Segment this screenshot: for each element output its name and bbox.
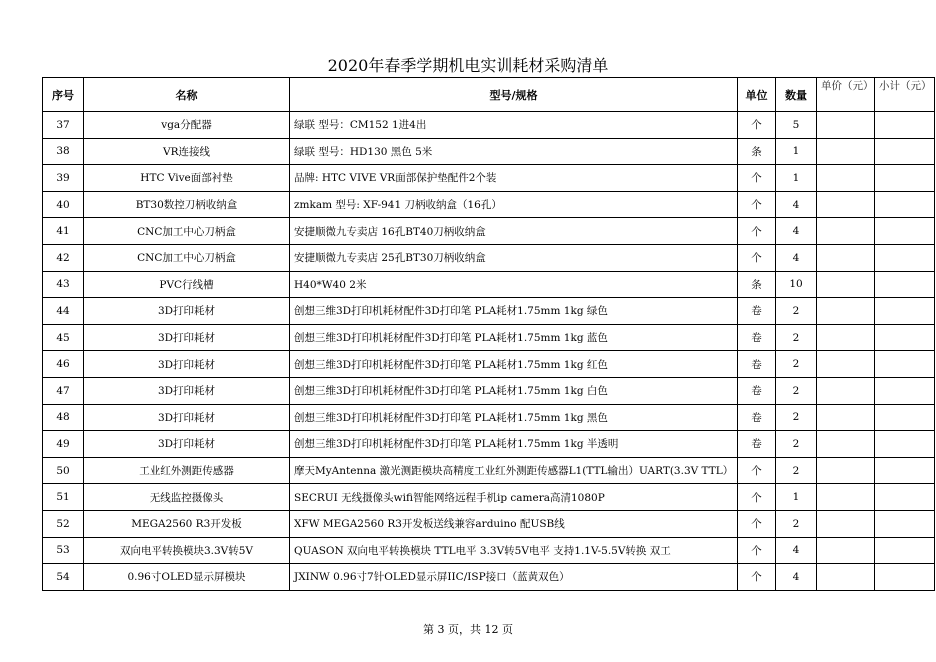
- cell-name[interactable]: VR连接线: [84, 138, 290, 165]
- cell-no[interactable]: 44: [43, 298, 84, 325]
- cell-name[interactable]: 双向电平转换模块3.3V转5V: [84, 537, 290, 564]
- cell-unit[interactable]: 卷: [738, 298, 776, 325]
- cell-unit[interactable]: 个: [738, 564, 776, 591]
- cell-unit[interactable]: 个: [738, 484, 776, 511]
- cell-spec[interactable]: QUASON 双向电平转换模块 TTL电平 3.3V转5V电平 支持1.1V-5.5V转换 双工: [290, 537, 738, 564]
- cell-unit[interactable]: 条: [738, 138, 776, 165]
- cell-no[interactable]: 54: [43, 564, 84, 591]
- cell-qty[interactable]: 2: [776, 351, 817, 378]
- cell-unit[interactable]: 卷: [738, 377, 776, 404]
- cell-unit[interactable]: 个: [738, 510, 776, 537]
- cell-price[interactable]: [817, 244, 875, 271]
- cell-price[interactable]: [817, 298, 875, 325]
- table-row: [43, 271, 935, 298]
- cell-no[interactable]: 53: [43, 537, 84, 564]
- cell-name[interactable]: 3D打印耗材: [84, 404, 290, 431]
- cell-subtotal[interactable]: [875, 510, 935, 537]
- cell-unit[interactable]: 卷: [738, 351, 776, 378]
- cell-subtotal[interactable]: [875, 298, 935, 325]
- cell-name[interactable]: MEGA2560 R3开发板: [84, 510, 290, 537]
- table-row: [43, 112, 935, 139]
- cell-qty[interactable]: 2: [776, 298, 817, 325]
- header-price: 单价（元）: [817, 78, 875, 112]
- cell-subtotal[interactable]: [875, 191, 935, 218]
- cell-subtotal[interactable]: [875, 138, 935, 165]
- table-row: [43, 484, 935, 511]
- cell-spec[interactable]: 绿联 型号：HD130 黑色 5米: [290, 138, 738, 165]
- cell-subtotal[interactable]: [875, 351, 935, 378]
- cell-name[interactable]: vga分配器: [84, 112, 290, 139]
- cell-qty[interactable]: 4: [776, 218, 817, 245]
- header-qty: 数量: [776, 78, 817, 112]
- cell-price[interactable]: [817, 191, 875, 218]
- cell-subtotal[interactable]: [875, 324, 935, 351]
- cell-name[interactable]: 工业红外测距传感器: [84, 457, 290, 484]
- cell-subtotal[interactable]: [875, 457, 935, 484]
- cell-spec[interactable]: 安捷顺微九专卖店 16孔BT40刀柄收纳盒: [290, 218, 738, 245]
- cell-qty[interactable]: 2: [776, 377, 817, 404]
- cell-no[interactable]: 40: [43, 191, 84, 218]
- cell-unit[interactable]: 个: [738, 457, 776, 484]
- cell-qty[interactable]: 2: [776, 510, 817, 537]
- cell-spec[interactable]: 安捷顺微九专卖店 25孔BT30刀柄收纳盒: [290, 244, 738, 271]
- cell-subtotal[interactable]: [875, 377, 935, 404]
- cell-price[interactable]: [817, 112, 875, 139]
- table-row: [43, 431, 935, 458]
- cell-spec[interactable]: H40*W40 2米: [290, 271, 738, 298]
- cell-name[interactable]: 3D打印耗材: [84, 431, 290, 458]
- cell-qty[interactable]: 2: [776, 457, 817, 484]
- cell-price[interactable]: [817, 431, 875, 458]
- cell-name[interactable]: CNC加工中心刀柄盒: [84, 218, 290, 245]
- cell-subtotal[interactable]: [875, 165, 935, 192]
- cell-price[interactable]: [817, 324, 875, 351]
- cell-price[interactable]: [817, 218, 875, 245]
- table-row: [43, 191, 935, 218]
- table-row: [43, 244, 935, 271]
- table-row: [43, 537, 935, 564]
- cell-subtotal[interactable]: [875, 484, 935, 511]
- cell-qty[interactable]: 10: [776, 271, 817, 298]
- cell-no[interactable]: 43: [43, 271, 84, 298]
- cell-spec[interactable]: JXINW 0.96寸7针OLED显示屏IIC/ISP接口（蓝黄双色）: [290, 564, 738, 591]
- cell-qty[interactable]: 2: [776, 431, 817, 458]
- cell-name[interactable]: PVC行线槽: [84, 271, 290, 298]
- cell-subtotal[interactable]: [875, 218, 935, 245]
- cell-no[interactable]: 47: [43, 377, 84, 404]
- cell-price[interactable]: [817, 537, 875, 564]
- cell-no[interactable]: 37: [43, 112, 84, 139]
- cell-qty[interactable]: 1: [776, 138, 817, 165]
- cell-no[interactable]: 48: [43, 404, 84, 431]
- table-row: [43, 351, 935, 378]
- cell-spec[interactable]: 品牌: HTC VIVE VR面部保护垫配件2个装: [290, 165, 738, 192]
- table-row: [43, 324, 935, 351]
- cell-subtotal[interactable]: [875, 564, 935, 591]
- cell-unit[interactable]: 卷: [738, 324, 776, 351]
- cell-price[interactable]: [817, 457, 875, 484]
- cell-spec[interactable]: 绿联 型号：CM152 1进4出: [290, 112, 738, 139]
- cell-spec[interactable]: 创想三维3D打印机耗材配件3D打印笔 PLA耗材1.75mm 1kg 白色: [290, 377, 738, 404]
- cell-unit[interactable]: 个: [738, 537, 776, 564]
- cell-price[interactable]: [817, 484, 875, 511]
- cell-name[interactable]: 3D打印耗材: [84, 324, 290, 351]
- cell-price[interactable]: [817, 404, 875, 431]
- cell-price[interactable]: [817, 138, 875, 165]
- table-row: [43, 510, 935, 537]
- cell-spec[interactable]: 创想三维3D打印机耗材配件3D打印笔 PLA耗材1.75mm 1kg 半透明: [290, 431, 738, 458]
- cell-unit[interactable]: 卷: [738, 431, 776, 458]
- header-subtotal: 小计（元）: [875, 78, 935, 112]
- header-unit: 单位: [738, 78, 776, 112]
- cell-subtotal[interactable]: [875, 112, 935, 139]
- cell-no[interactable]: 50: [43, 457, 84, 484]
- cell-qty[interactable]: 1: [776, 165, 817, 192]
- cell-qty[interactable]: 5: [776, 112, 817, 139]
- cell-subtotal[interactable]: [875, 431, 935, 458]
- cell-qty[interactable]: 2: [776, 324, 817, 351]
- cell-unit[interactable]: 个: [738, 165, 776, 192]
- cell-unit[interactable]: 个: [738, 244, 776, 271]
- cell-no[interactable]: 51: [43, 484, 84, 511]
- cell-price[interactable]: [817, 271, 875, 298]
- header-no: 序号: [43, 78, 84, 112]
- table-row: [43, 564, 935, 591]
- cell-unit[interactable]: 条: [738, 271, 776, 298]
- cell-qty[interactable]: 4: [776, 537, 817, 564]
- cell-unit[interactable]: 个: [738, 191, 776, 218]
- cell-subtotal[interactable]: [875, 271, 935, 298]
- cell-spec[interactable]: XFW MEGA2560 R3开发板送线兼容arduino 配USB线: [290, 510, 738, 537]
- cell-spec[interactable]: zmkam 型号: XF-941 刀柄收纳盒（16孔）: [290, 191, 738, 218]
- header-spec: 型号/规格: [290, 78, 738, 112]
- cell-no[interactable]: 41: [43, 218, 84, 245]
- table-row: [43, 404, 935, 431]
- cell-unit[interactable]: 个: [738, 112, 776, 139]
- cell-subtotal[interactable]: [875, 244, 935, 271]
- table-row: [43, 165, 935, 192]
- cell-price[interactable]: [817, 510, 875, 537]
- cell-no[interactable]: 42: [43, 244, 84, 271]
- cell-spec[interactable]: 创想三维3D打印机耗材配件3D打印笔 PLA耗材1.75mm 1kg 蓝色: [290, 324, 738, 351]
- cell-qty[interactable]: 4: [776, 244, 817, 271]
- cell-name[interactable]: CNC加工中心刀柄盒: [84, 244, 290, 271]
- cell-qty[interactable]: 4: [776, 564, 817, 591]
- cell-no[interactable]: 46: [43, 351, 84, 378]
- cell-no[interactable]: 49: [43, 431, 84, 458]
- page-title: 2020年春季学期机电实训耗材采购清单: [327, 56, 609, 75]
- cell-name[interactable]: 3D打印耗材: [84, 298, 290, 325]
- table-row: [43, 377, 935, 404]
- header-row: [43, 78, 935, 112]
- cell-name[interactable]: 3D打印耗材: [84, 377, 290, 404]
- cell-spec[interactable]: 摩天MyAntenna 激光测距模块高精度工业红外测距传感器L1(TTL输出）UART(3.3V TTL）: [290, 457, 738, 484]
- cell-name[interactable]: HTC Vive面部衬垫: [84, 165, 290, 192]
- cell-no[interactable]: 39: [43, 165, 84, 192]
- cell-name[interactable]: 无线监控摄像头: [84, 484, 290, 511]
- cell-spec[interactable]: SECRUI 无线摄像头wifi智能网络远程手机ip camera高清1080P: [290, 484, 738, 511]
- table-row: [43, 298, 935, 325]
- cell-price[interactable]: [817, 377, 875, 404]
- cell-qty[interactable]: 2: [776, 404, 817, 431]
- cell-spec[interactable]: 创想三维3D打印机耗材配件3D打印笔 PLA耗材1.75mm 1kg 红色: [290, 351, 738, 378]
- header-name: 名称: [84, 78, 290, 112]
- cell-price[interactable]: [817, 564, 875, 591]
- page-footer: 第 3 页，共 12 页: [423, 623, 513, 636]
- procurement-table: [42, 77, 935, 591]
- cell-no[interactable]: 38: [43, 138, 84, 165]
- cell-no[interactable]: 52: [43, 510, 84, 537]
- cell-qty[interactable]: 1: [776, 484, 817, 511]
- table-row: [43, 138, 935, 165]
- cell-price[interactable]: [817, 165, 875, 192]
- cell-spec[interactable]: 创想三维3D打印机耗材配件3D打印笔 PLA耗材1.75mm 1kg 黑色: [290, 404, 738, 431]
- cell-qty[interactable]: 4: [776, 191, 817, 218]
- cell-spec[interactable]: 创想三维3D打印机耗材配件3D打印笔 PLA耗材1.75mm 1kg 绿色: [290, 298, 738, 325]
- table-row: [43, 218, 935, 245]
- cell-unit[interactable]: 卷: [738, 404, 776, 431]
- cell-no[interactable]: 45: [43, 324, 84, 351]
- cell-subtotal[interactable]: [875, 537, 935, 564]
- table-row: [43, 457, 935, 484]
- cell-subtotal[interactable]: [875, 404, 935, 431]
- cell-name[interactable]: 0.96寸OLED显示屏模块: [84, 564, 290, 591]
- table-body: [43, 112, 935, 591]
- cell-unit[interactable]: 个: [738, 218, 776, 245]
- cell-name[interactable]: BT30数控刀柄收纳盒: [84, 191, 290, 218]
- cell-name[interactable]: 3D打印耗材: [84, 351, 290, 378]
- cell-price[interactable]: [817, 351, 875, 378]
